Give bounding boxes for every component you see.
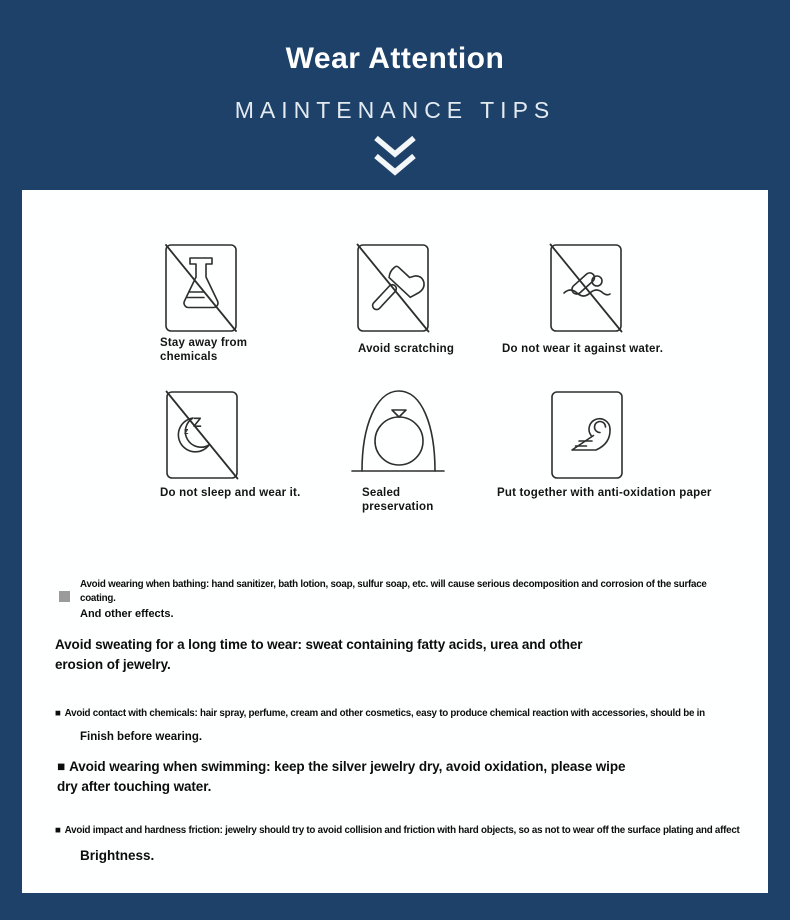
gray-square-bullet-icon	[59, 591, 70, 602]
note-text: Avoid impact and hardness friction: jewelry should try to avoid collision and friction with hard objects, so as not to wear off the surface plating and affect	[64, 825, 740, 836]
note-emphasis: Finish before wearing.	[80, 731, 203, 743]
note-text: Avoid sweating for a long time to wear: sweat containing fatty acids, urea and other erosion of jewelry.	[55, 637, 583, 672]
note-emphasis: And other effects.	[80, 608, 174, 620]
no-scratching-icon	[354, 241, 432, 335]
double-chevron-down-icon	[371, 134, 419, 178]
note-text: Avoid wearing when bathing: hand sanitizer, bath lotion, soap, sulfur soap, etc. will cause serious decomposition and corrosion of the surface coating.	[80, 579, 707, 604]
note-emphasis: Brightness.	[80, 848, 155, 863]
page-subtitle: MAINTENANCE TIPS	[234, 97, 556, 123]
care-item-label: Stay away from chemicals	[160, 337, 248, 363]
anti-oxidation-paper-icon	[548, 388, 626, 482]
note-paragraph	[55, 707, 765, 721]
square-bullet-icon: ■	[55, 708, 61, 719]
note-paragraph	[55, 824, 768, 838]
care-item-label: Sealed preservation	[362, 487, 434, 513]
svg-text:z: z	[184, 426, 189, 436]
sealed-preservation-icon	[350, 386, 446, 474]
no-chemicals-icon	[162, 241, 240, 335]
note-paragraph	[57, 757, 637, 797]
page-title: Wear Attention	[285, 42, 505, 75]
care-item-label: Put together with anti-oxidation paper	[497, 487, 712, 499]
care-item-label: Do not sleep and wear it.	[160, 487, 301, 499]
care-item-label: Avoid scratching	[358, 343, 455, 355]
no-sleeping-icon	[163, 388, 241, 482]
care-item-label: Do not wear it against water.	[502, 343, 664, 355]
note-text: Avoid wearing when swimming: keep the silver jewelry dry, avoid oxidation, please wipe dry after touching water.	[57, 759, 626, 794]
content-card	[22, 190, 768, 893]
square-bullet-icon: ■	[57, 759, 66, 774]
square-bullet-icon: ■	[55, 825, 61, 836]
note-text: Avoid contact with chemicals: hair spray, perfume, cream and other cosmetics, easy to produce chemical reaction with accessories, should be in	[64, 708, 705, 719]
no-water-swimming-icon	[547, 241, 625, 335]
svg-text:Z: Z	[193, 414, 202, 430]
